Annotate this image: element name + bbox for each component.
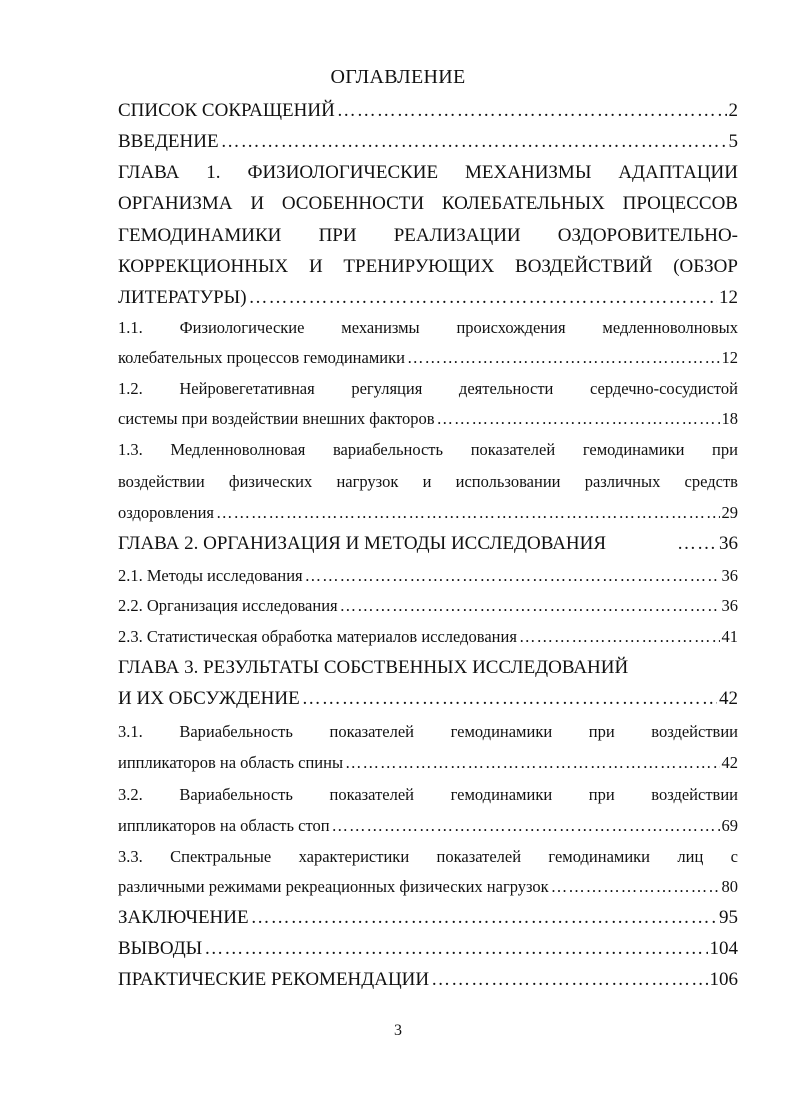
toc-entry: [118, 877, 738, 897]
toc-word: ГЕМОДИНАМИКИ: [118, 225, 282, 246]
toc-entry: [118, 753, 738, 773]
toc-word: 1.2.: [118, 379, 143, 398]
toc-entry-line: [118, 785, 738, 805]
toc-entry-line: [118, 657, 738, 679]
dot-leader: [332, 816, 720, 836]
toc-word: регуляция: [351, 379, 423, 398]
toc-word: ОЗДОРОВИТЕЛЬНО-: [557, 225, 738, 246]
toc-page-number: 36: [719, 533, 738, 554]
toc-entry: [118, 688, 738, 710]
toc-entry-text: различными режимами рекреационных физических нагрузок: [118, 877, 549, 896]
toc-word: 3.2.: [118, 785, 143, 804]
toc-word: ВОЗДЕЙСТВИЙ: [515, 256, 653, 277]
toc-entry-text: иппликаторов на область стоп: [118, 816, 330, 835]
dot-leader: [407, 348, 720, 368]
toc-word: использовании: [455, 472, 561, 491]
toc-word: воздействии: [118, 472, 205, 491]
toc-entry: [118, 131, 738, 153]
toc-word: МЕХАНИЗМЫ: [465, 162, 592, 183]
toc-entry-line: [118, 256, 738, 278]
toc-entry-text: ЛИТЕРАТУРЫ): [118, 287, 247, 308]
toc-word: показателей: [329, 722, 414, 741]
toc-entry-text: ГЛАВА 2. ОРГАНИЗАЦИЯ И МЕТОДЫ ИССЛЕДОВАНИЯ: [118, 533, 607, 554]
toc-word: ОРГАНИЗМА: [118, 193, 233, 214]
toc-word: деятельности: [458, 379, 554, 398]
toc-word: ПРОЦЕССОВ: [622, 193, 738, 214]
toc-entry-line: [118, 722, 738, 742]
toc-word: И: [250, 193, 265, 214]
dot-leader: [221, 131, 727, 153]
toc-entry: [118, 287, 738, 309]
toc-entry-line: [118, 847, 738, 867]
toc-word: нагрузок: [336, 472, 399, 491]
toc-word: гемодинамики: [450, 785, 553, 804]
dot-leader: [337, 100, 727, 122]
toc-word: Медленноволновая: [170, 440, 306, 459]
toc-entry-line: [118, 162, 738, 184]
toc-entry: [118, 503, 738, 523]
toc-entry-text: оздоровления: [118, 503, 214, 522]
toc-word: сердечно-сосудистой: [590, 379, 738, 398]
toc-entry: [118, 409, 738, 429]
toc-entry-text: И ИХ ОБСУЖДЕНИЕ: [118, 688, 300, 709]
toc-entry: [118, 566, 738, 586]
toc-word: 3.1.: [118, 722, 143, 741]
toc-page-number: 36: [721, 596, 738, 615]
toc-entry-line: [118, 472, 738, 492]
toc-word: ТРЕНИРУЮЩИХ: [343, 256, 495, 277]
page-number: 3: [394, 1022, 402, 1039]
toc-entry: [118, 627, 738, 647]
toc-word: и: [422, 472, 432, 491]
toc-word: гемодинамики: [582, 440, 685, 459]
toc-word: вариабельность: [332, 440, 444, 459]
toc-entry: [118, 100, 738, 122]
toc-word: гемодинамики: [548, 847, 651, 866]
toc-word: характеристики: [298, 847, 410, 866]
toc-word: физических: [228, 472, 313, 491]
toc-entry: [118, 938, 738, 960]
dot-leader: [305, 566, 720, 586]
toc-page-number: 36: [721, 566, 738, 585]
toc-entry: [118, 816, 738, 836]
toc-word: при: [588, 785, 615, 804]
toc-word: Физиологические: [179, 318, 305, 337]
toc-word: лиц: [677, 847, 704, 866]
toc-word: при: [588, 722, 615, 741]
toc-word: И: [308, 256, 323, 277]
toc-page-number: 29: [721, 503, 738, 522]
dot-leader: [251, 907, 717, 929]
dot-leader: [519, 627, 720, 647]
dot-leader: [302, 688, 717, 710]
toc-entry-line: [118, 379, 738, 399]
toc-word: показателей: [470, 440, 556, 459]
dot-leader: [216, 503, 720, 523]
toc-word: медленноволновых: [602, 318, 738, 337]
dot-leader: [345, 753, 719, 773]
toc-entry-line: [118, 318, 738, 338]
toc-page-number: 106: [709, 969, 738, 990]
toc-word: 1.1.: [118, 318, 143, 337]
toc-word: ОСОБЕННОСТИ: [281, 193, 425, 214]
toc-page-number: 42: [721, 753, 738, 772]
toc-word: АДАПТАЦИИ: [618, 162, 738, 183]
toc-word: РЕАЛИЗАЦИИ: [393, 225, 521, 246]
toc-word: различных: [584, 472, 661, 491]
toc-entry-text: 2.1. Методы исследования: [118, 566, 303, 585]
toc-word: средств: [684, 472, 738, 491]
toc-word: гемодинамики: [450, 722, 553, 741]
toc-entry-line: [118, 440, 738, 460]
toc-entry-text: 2.2. Организация исследования: [118, 596, 338, 615]
toc-page-number: 80: [721, 877, 738, 896]
toc-entry: [118, 969, 738, 991]
dot-leader: [431, 969, 707, 991]
toc-page-number: 104: [709, 938, 738, 959]
toc-word: механизмы: [341, 318, 420, 337]
toc-entry-line: [118, 193, 738, 215]
toc-page-number: 95: [719, 907, 738, 928]
toc-entry-text: ВЫВОДЫ: [118, 938, 203, 959]
toc-word: ГЛАВА: [118, 162, 180, 183]
toc-entry-text: 2.3. Статистическая обработка материалов исследования: [118, 627, 517, 646]
toc-entry: [118, 348, 738, 368]
toc-word: при: [712, 440, 738, 459]
toc-word: Нейровегетативная: [179, 379, 315, 398]
toc-entry: ГЛАВА 2. ОРГАНИЗАЦИЯ И МЕТОДЫ ИССЛЕДОВАНИЯ …… 36: [118, 533, 738, 554]
toc-word: 1.3.: [118, 440, 143, 459]
toc-entry-line: [118, 225, 738, 247]
toc-entry-text: ЗАКЛЮЧЕНИЕ: [118, 907, 249, 928]
toc-entry: [118, 596, 738, 616]
toc-word: ПРИ: [318, 225, 357, 246]
toc-word: Спектральные: [170, 847, 272, 866]
toc-word: воздействии: [651, 722, 738, 741]
dot-leader: [340, 596, 720, 616]
toc-page-number: 12: [721, 348, 738, 367]
toc-page-number: 42: [719, 688, 738, 709]
toc-word: показателей: [329, 785, 414, 804]
toc-entry-text: иппликаторов на область спины: [118, 753, 344, 772]
toc-entry: [118, 907, 738, 929]
dot-leader: [551, 877, 720, 897]
toc-word: с: [730, 847, 738, 866]
toc-word: Вариабельность: [179, 722, 293, 741]
toc-word: воздействии: [651, 785, 738, 804]
toc-entry-text: ПРАКТИЧЕСКИЕ РЕКОМЕНДАЦИИ: [118, 969, 430, 990]
dot-leader: [204, 938, 707, 960]
dot-leader: [437, 409, 720, 429]
toc-page-number: 5: [728, 131, 738, 152]
toc-entry-text: СПИСОК СОКРАЩЕНИЙ: [118, 100, 335, 121]
toc-page-number: 18: [721, 409, 738, 428]
toc-entry-text: ВВЕДЕНИЕ: [118, 131, 219, 152]
toc-heading: ОГЛАВЛЕНИЕ: [330, 66, 466, 88]
toc-entry-text: системы при воздействии внешних факторов: [118, 409, 435, 428]
toc-word: 3.3.: [118, 847, 143, 866]
toc-word: показателей: [436, 847, 522, 866]
toc-word: КОРРЕКЦИОННЫХ: [118, 256, 289, 277]
toc-page-number: 2: [728, 100, 738, 121]
toc-word: Вариабельность: [179, 785, 293, 804]
toc-page-number: 69: [721, 816, 738, 835]
toc-word: (ОБЗОР: [673, 256, 738, 277]
toc-word: 1.: [206, 162, 221, 183]
toc-word: ФИЗИОЛОГИЧЕСКИЕ: [247, 162, 439, 183]
dot-leader: [249, 287, 717, 309]
toc-word: КОЛЕБАТЕЛЬНЫХ: [441, 193, 605, 214]
toc-page-number: 12: [719, 287, 738, 308]
toc-page-number: 41: [721, 627, 738, 646]
toc-word: происхождения: [456, 318, 566, 337]
toc-entry-text: колебательных процессов гемодинамики: [118, 348, 405, 367]
toc-entry-text: ГЛАВА 3. РЕЗУЛЬТАТЫ СОБСТВЕННЫХ ИССЛЕДОВАНИЙ: [118, 657, 629, 678]
